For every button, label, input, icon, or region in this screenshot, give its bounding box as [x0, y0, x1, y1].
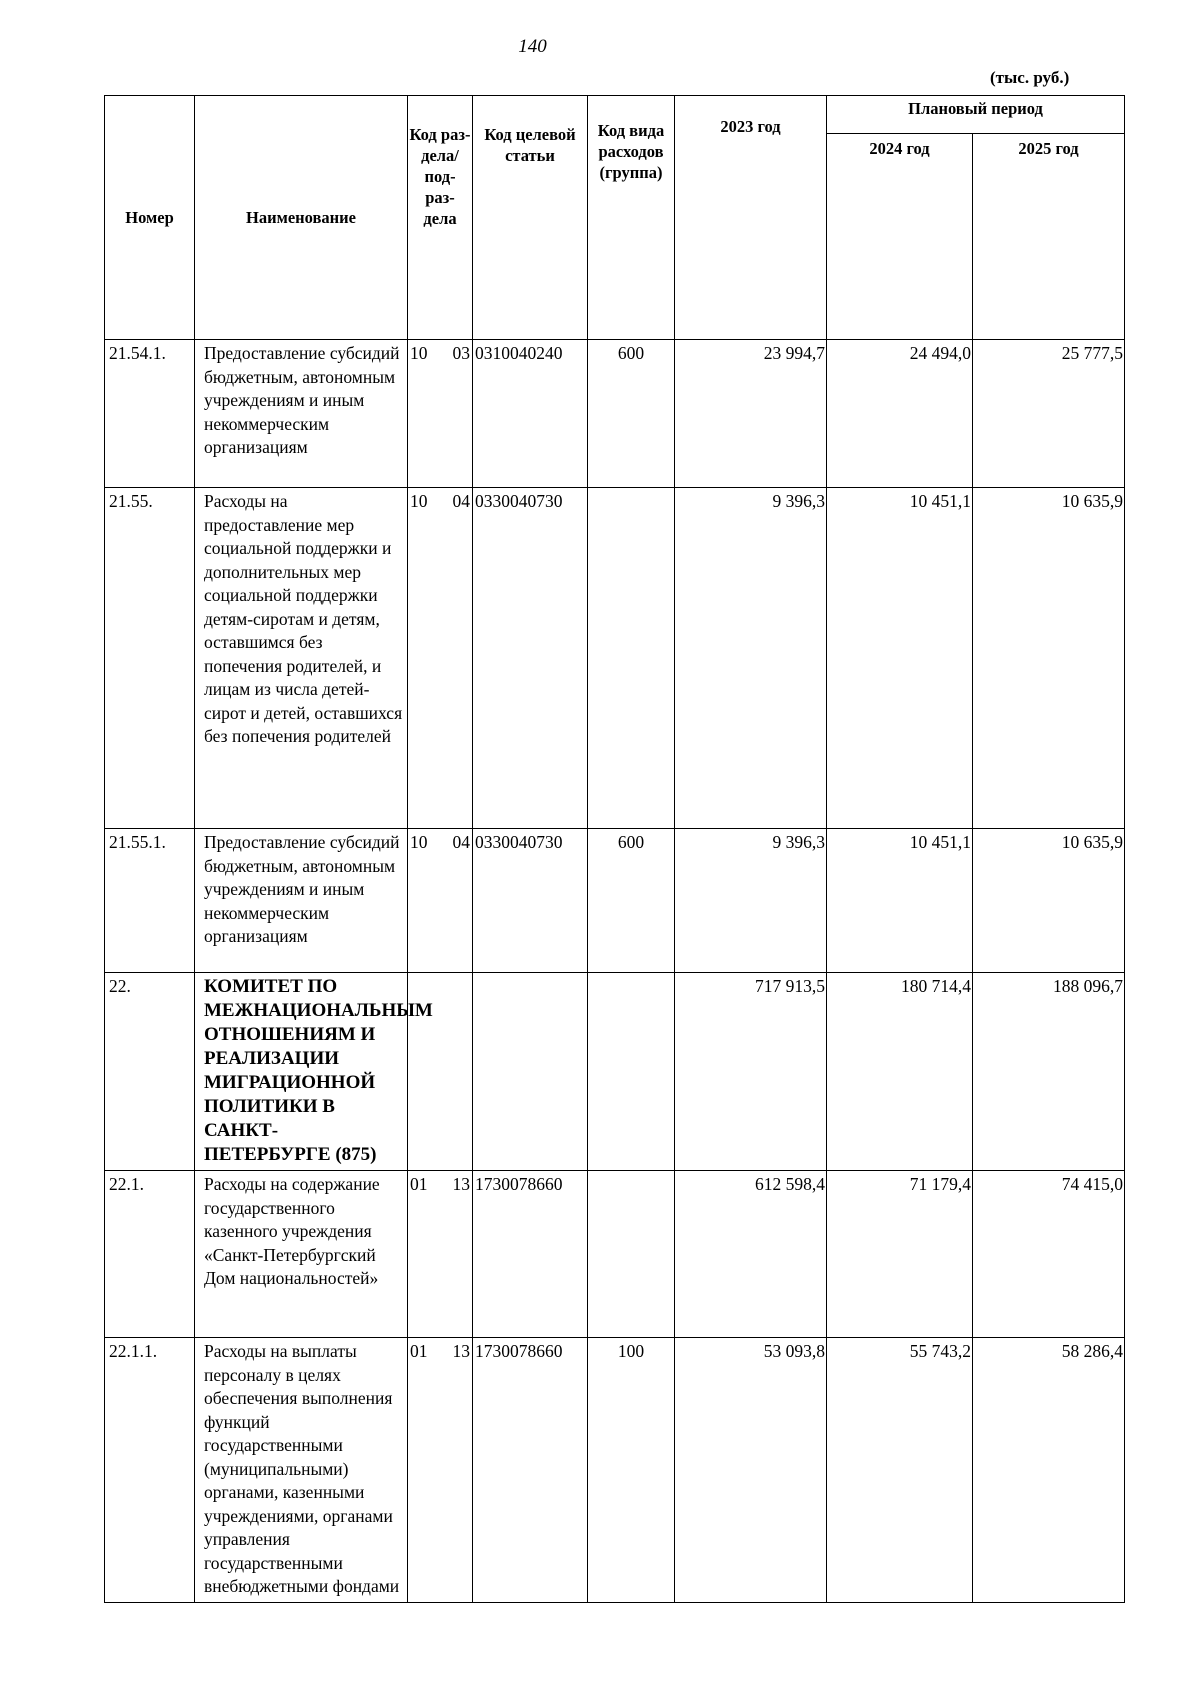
row-amount-2025: 188 096,7 — [973, 973, 1125, 1171]
row-target-code — [473, 973, 588, 1171]
row-expense-type — [588, 973, 675, 1171]
row-section-code — [408, 1338, 473, 1603]
header-year-2025: 2025 год — [973, 134, 1125, 340]
row-amount-2023: 612 598,4 — [675, 1171, 827, 1338]
row-section-code — [408, 1171, 473, 1338]
row-expense-type: 600 — [588, 340, 675, 488]
section-code-pair — [410, 490, 470, 514]
row-name: Расходы на содержание государственного казенного учреждения «Санкт-Петербургский Дом национальностей» — [195, 1171, 408, 1338]
row-number: 21.55. — [105, 488, 195, 829]
row-number: 21.55.1. — [105, 829, 195, 973]
header-expense-type-code: Код вида расходов (группа) — [588, 96, 675, 340]
table-row — [105, 1171, 1125, 1338]
section-code: 10 — [410, 832, 428, 852]
budget-table-container — [104, 95, 1124, 1603]
table-row — [105, 829, 1125, 973]
row-number: 22.1.1. — [105, 1338, 195, 1603]
row-name: Расходы на предоставление мер социальной поддержки и дополнительных мер социальной поддержки детям-сиротам и детям, оставшимся без попечения родителей, и лицам из числа детей-сирот и детей, оставшихся без попечения родителей — [195, 488, 408, 829]
table-row — [105, 488, 1125, 829]
row-amount-2023: 53 093,8 — [675, 1338, 827, 1603]
table-row — [105, 973, 1125, 1171]
row-amount-2024: 71 179,4 — [827, 1171, 973, 1338]
row-amount-2025: 58 286,4 — [973, 1338, 1125, 1603]
header-target-code: Код целевой статьи — [473, 96, 588, 340]
page-number: 140 — [518, 36, 547, 57]
row-amount-2025: 74 415,0 — [973, 1171, 1125, 1338]
section-code-pair — [410, 831, 470, 855]
row-amount-2024: 10 451,1 — [827, 488, 973, 829]
row-target-code: 0330040730 — [473, 829, 588, 973]
subsection-code: 04 — [452, 832, 470, 852]
row-section-code — [408, 340, 473, 488]
subsection-code: 13 — [452, 1341, 470, 1361]
row-target-code: 0310040240 — [473, 340, 588, 488]
row-number: 22.1. — [105, 1171, 195, 1338]
row-amount-2024: 55 743,2 — [827, 1338, 973, 1603]
row-expense-type: 100 — [588, 1338, 675, 1603]
row-name: КОМИТЕТ ПО МЕЖНАЦИОНАЛЬНЫМ ОТНОШЕНИЯМ И РЕАЛИЗАЦИИ МИГРАЦИОННОЙ ПОЛИТИКИ В САНКТ-ПЕТЕРБУРГЕ (875) — [195, 973, 408, 1171]
row-amount-2023: 23 994,7 — [675, 340, 827, 488]
row-amount-2025: 10 635,9 — [973, 829, 1125, 973]
row-section-code — [408, 829, 473, 973]
budget-table — [104, 95, 1125, 1603]
row-section-code — [408, 488, 473, 829]
section-code: 10 — [410, 343, 428, 363]
row-amount-2024: 180 714,4 — [827, 973, 973, 1171]
subsection-code: 13 — [452, 1174, 470, 1194]
row-target-code: 1730078660 — [473, 1171, 588, 1338]
header-section-code: Код раз- дела/ под- раз- дела — [408, 96, 473, 340]
section-code: 01 — [410, 1341, 428, 1361]
table-row — [105, 340, 1125, 488]
table-row — [105, 1338, 1125, 1603]
row-amount-2023: 717 913,5 — [675, 973, 827, 1171]
row-expense-type: 600 — [588, 829, 675, 973]
section-code: 10 — [410, 491, 428, 511]
row-number: 21.54.1. — [105, 340, 195, 488]
header-number: Номер — [105, 96, 195, 340]
row-amount-2025: 10 635,9 — [973, 488, 1125, 829]
row-expense-type — [588, 488, 675, 829]
header-year-2024: 2024 год — [827, 134, 973, 340]
row-name: Предоставление субсидий бюджетным, автономным учреждениям и иным некоммерческим организациям — [195, 340, 408, 488]
section-code-pair — [410, 1340, 470, 1364]
row-number: 22. — [105, 973, 195, 1171]
row-name: Предоставление субсидий бюджетным, автономным учреждениям и иным некоммерческим организациям — [195, 829, 408, 973]
section-code-pair — [410, 342, 470, 366]
section-code: 01 — [410, 1174, 428, 1194]
row-name: Расходы на выплаты персоналу в целях обеспечения выполнения функций государственными (муниципальными) органами, казенными учреждениями, органами управления государственными внебюджетными фондами — [195, 1338, 408, 1603]
row-amount-2024: 10 451,1 — [827, 829, 973, 973]
row-target-code: 0330040730 — [473, 488, 588, 829]
row-amount-2023: 9 396,3 — [675, 488, 827, 829]
header-plan-period: Плановый период — [827, 96, 1125, 134]
header-year-2023: 2023 год — [675, 96, 827, 340]
row-amount-2024: 24 494,0 — [827, 340, 973, 488]
section-code-pair — [410, 1173, 470, 1197]
units-label: (тыс. руб.) — [990, 68, 1070, 87]
header-name: Наименование — [195, 96, 408, 340]
table-body — [105, 340, 1125, 1603]
row-target-code: 1730078660 — [473, 1338, 588, 1603]
subsection-code: 04 — [452, 491, 470, 511]
row-expense-type — [588, 1171, 675, 1338]
row-amount-2023: 9 396,3 — [675, 829, 827, 973]
subsection-code: 03 — [452, 343, 470, 363]
row-amount-2025: 25 777,5 — [973, 340, 1125, 488]
